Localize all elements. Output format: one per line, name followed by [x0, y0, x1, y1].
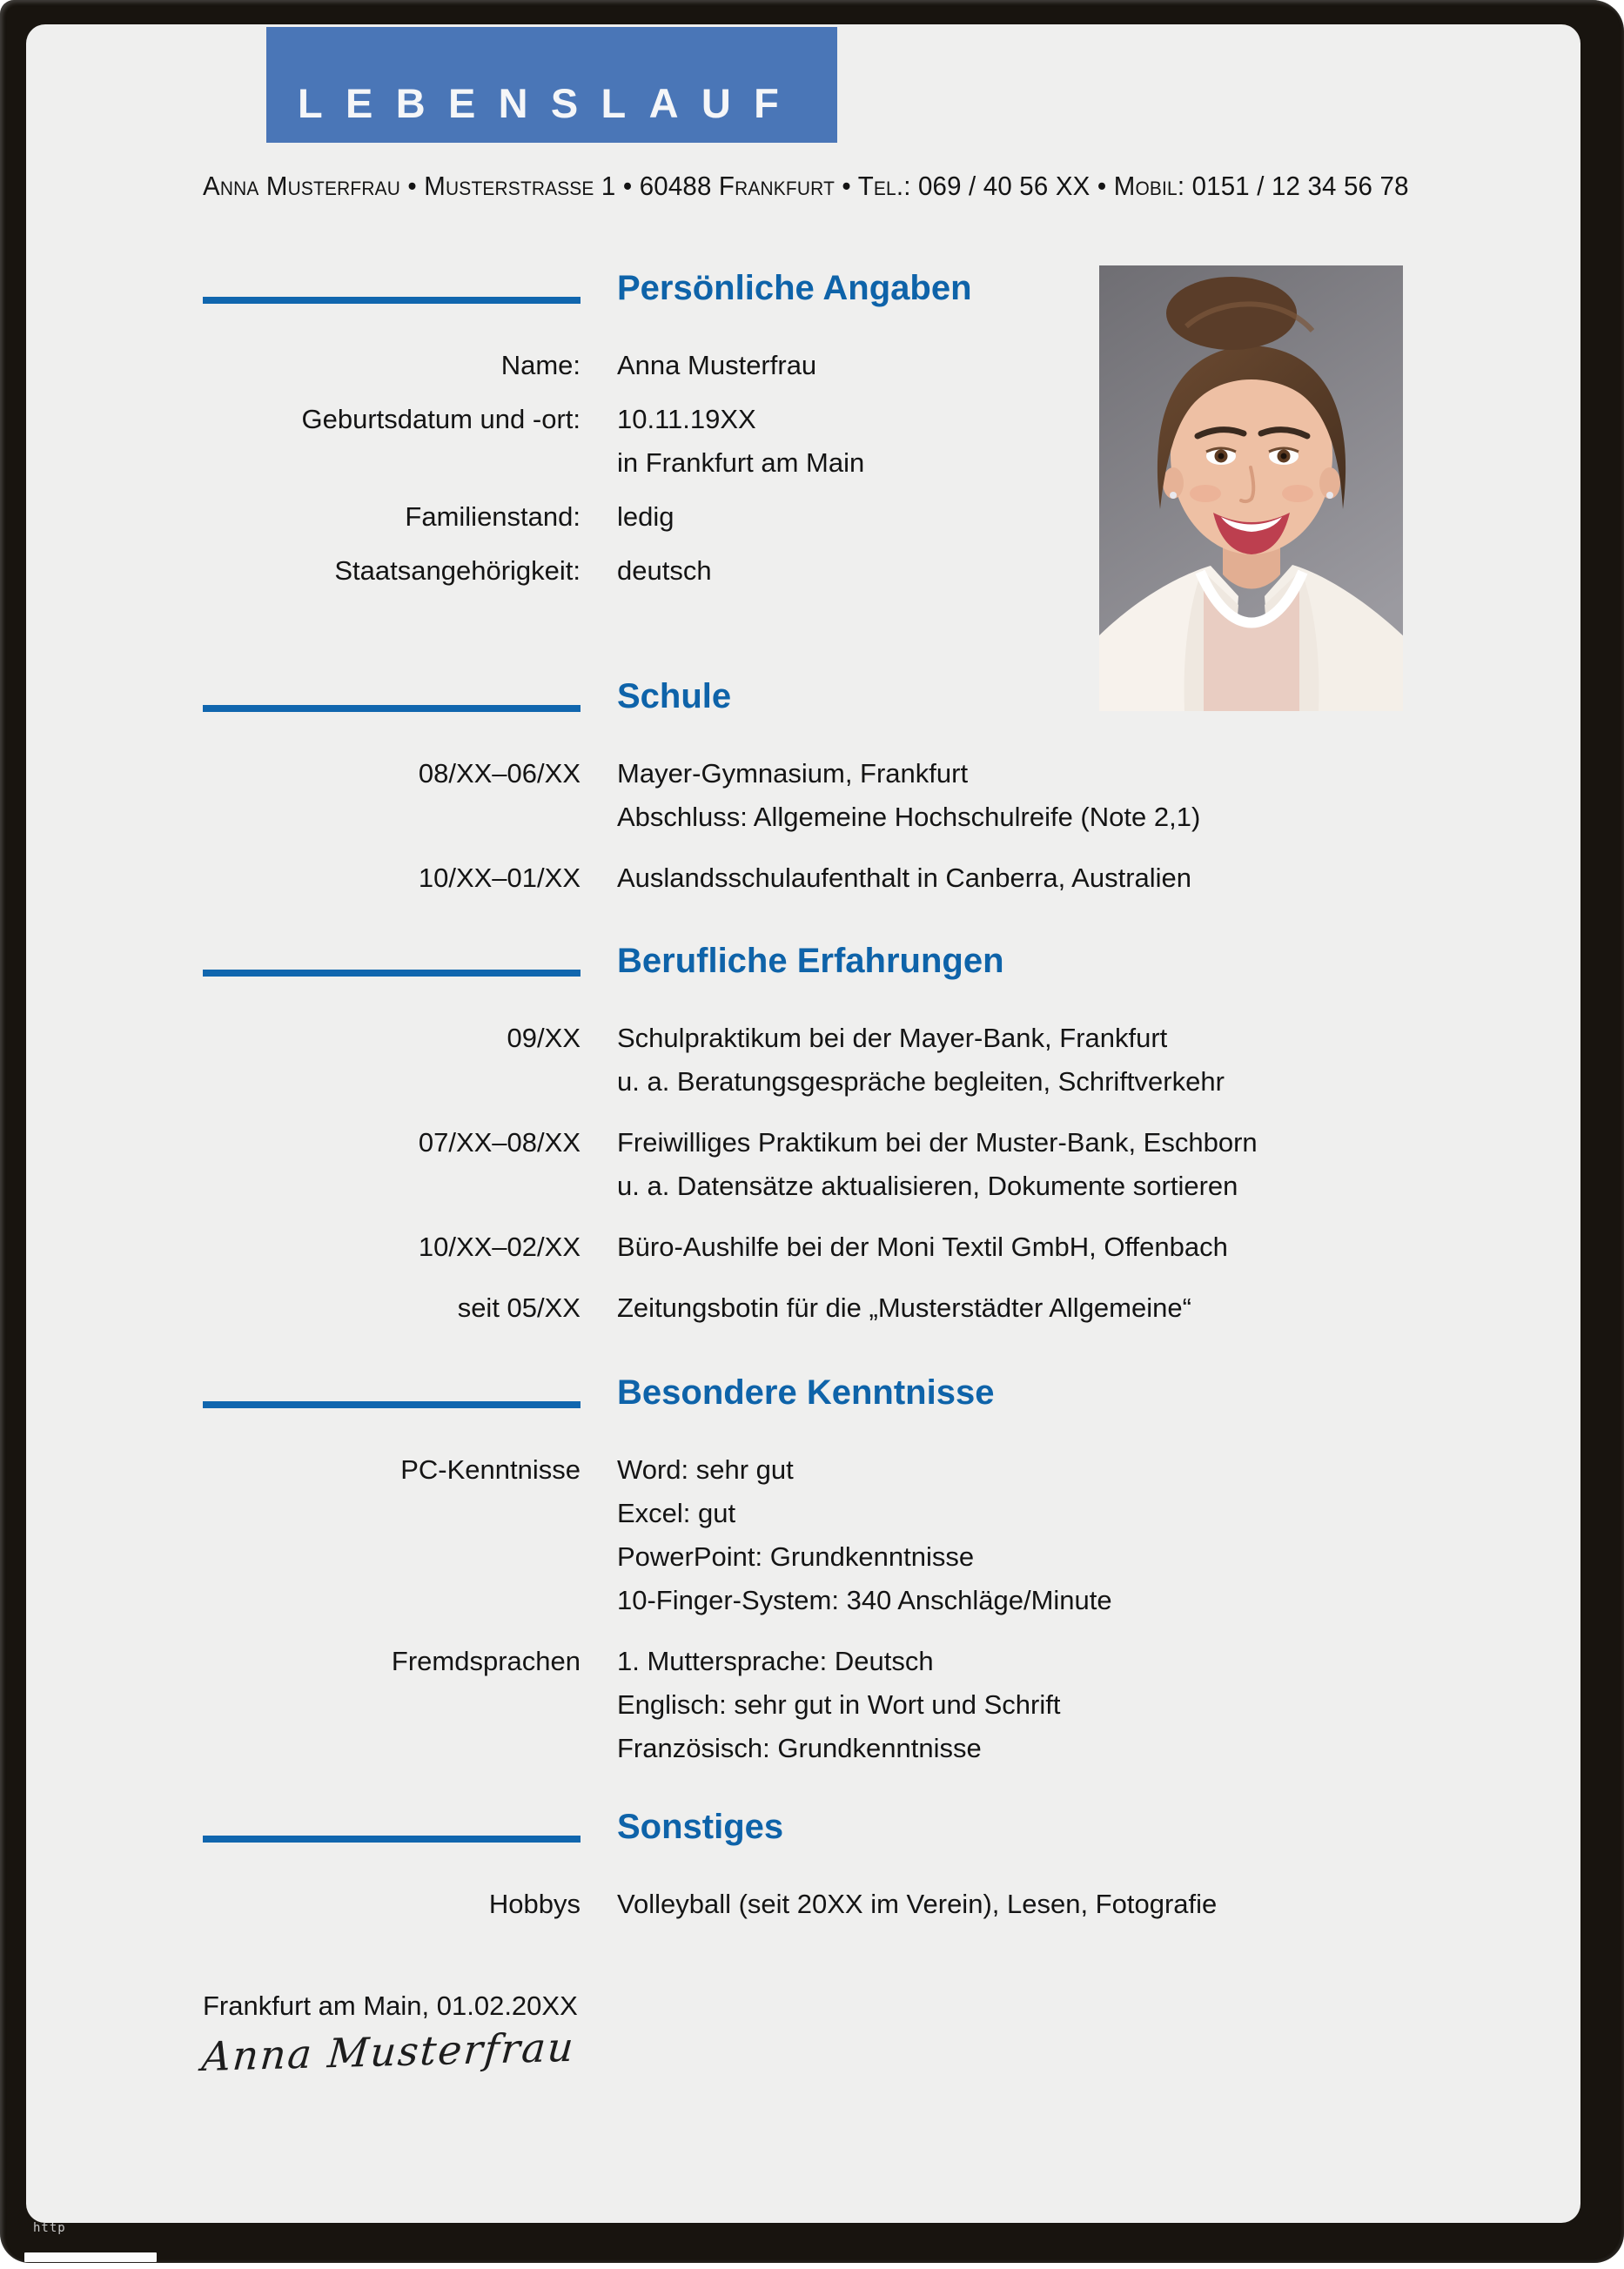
entry-line: Zeitungsbotin für die „Musterstädter Allgemeine“: [617, 1292, 1191, 1323]
entry-line: Französisch: Grundkenntnisse: [617, 1733, 982, 1763]
entry-label: PC-Kenntnisse: [400, 1454, 580, 1485]
entry-line: Volleyball (seit 20XX im Verein), Lesen, Fotografie: [617, 1889, 1218, 1919]
entry-line: PowerPoint: Grundkenntnisse: [617, 1541, 975, 1572]
entry-line: Englisch: sehr gut in Wort und Schrift: [617, 1689, 1061, 1720]
resume-section: [203, 1802, 1406, 1926]
section-rule: [203, 297, 580, 304]
entry-line: Anna Musterfrau: [617, 350, 817, 380]
section-entry: [203, 1883, 1406, 1926]
resume-section: [203, 1368, 1406, 1770]
section-entries: [203, 752, 1406, 900]
section-rule: [203, 1401, 580, 1408]
entry-line: Schulpraktikum bei der Mayer-Bank, Frankfurt: [617, 1023, 1168, 1053]
entry-value: [617, 344, 1406, 387]
section-rule: [203, 705, 580, 712]
entry-label: 10/XX–02/XX: [418, 1232, 580, 1262]
entry-line: 10-Finger-System: 340 Anschläge/Minute: [617, 1585, 1112, 1615]
entry-label: 09/XX: [507, 1023, 580, 1053]
entry-value: [617, 752, 1406, 839]
section-entry: [203, 344, 1406, 387]
entry-value: [617, 1448, 1406, 1622]
entry-line: deutsch: [617, 555, 712, 586]
resume-page: [26, 24, 1580, 2223]
entry-line: 1. Muttersprache: Deutsch: [617, 1646, 934, 1676]
section-heading: Besondere Kenntnisse: [617, 1373, 995, 1412]
page-title: LEBENSLAUF: [298, 80, 802, 126]
entry-value: [617, 1640, 1406, 1770]
section-entry: [203, 1017, 1406, 1104]
bottom-left-artifact: [24, 2252, 157, 2262]
entry-value: [617, 1883, 1406, 1926]
entry-label: Hobbys: [488, 1889, 580, 1919]
section-heading: Berufliche Erfahrungen: [617, 942, 1004, 980]
contact-line: Anna Musterfrau • Musterstraße 1 • 60488 Frankfurt • Tel.: 069 / 40 56 XX • Mobil: 0151 / 12 34 56 78: [203, 171, 1409, 201]
section-entry: [203, 398, 1406, 485]
signature: Anna Musterfrau: [200, 2023, 577, 2080]
section-entries: [203, 1448, 1406, 1770]
entry-line: Büro-Aushilfe bei der Moni Textil GmbH, Offenbach: [617, 1232, 1228, 1262]
resume-section: [203, 936, 1406, 1330]
section-entries: [203, 1883, 1406, 1926]
entry-line: u. a. Datensätze aktualisieren, Dokumente sortieren: [617, 1171, 1238, 1201]
section-entry: [203, 1640, 1406, 1770]
entry-line: Auslandsschulaufenthalt in Canberra, Australien: [617, 863, 1192, 893]
section-heading: Sonstiges: [617, 1808, 784, 1846]
entry-value: [617, 1121, 1406, 1208]
entry-line: Abschluss: Allgemeine Hochschulreife (Note 2,1): [617, 802, 1201, 832]
section-heading: Schule: [617, 677, 732, 715]
entry-value: [617, 856, 1406, 900]
entry-label: 10/XX–01/XX: [418, 863, 580, 893]
section-entry: [203, 1448, 1406, 1622]
section-entry: [203, 1225, 1406, 1269]
entry-label: Staatsangehörigkeit:: [334, 555, 580, 586]
entry-value: [617, 1286, 1406, 1330]
section-entries: [203, 344, 1406, 593]
section-rule: [203, 970, 580, 977]
resume-section: [203, 672, 1406, 900]
section-entry: [203, 856, 1406, 900]
entry-label: 07/XX–08/XX: [418, 1127, 580, 1158]
section-entry: [203, 495, 1406, 539]
resume-section: [203, 264, 1406, 593]
entry-label: seit 05/XX: [457, 1292, 580, 1323]
section-entries: [203, 1017, 1406, 1330]
entry-label: Familienstand:: [405, 501, 580, 532]
title-box: [266, 27, 837, 143]
entry-line: Mayer-Gymnasium, Frankfurt: [617, 758, 969, 789]
entry-line: Freiwilliges Praktikum bei der Muster-Bank, Eschborn: [617, 1127, 1258, 1158]
section-entry: [203, 1121, 1406, 1208]
entry-label: 08/XX–06/XX: [418, 758, 580, 789]
frame-watermark: http: [33, 2221, 66, 2235]
section-entry: [203, 1286, 1406, 1330]
entry-line: u. a. Beratungsgespräche begleiten, Schriftverkehr: [617, 1066, 1225, 1097]
entry-label: Name:: [500, 350, 580, 380]
entry-value: [617, 1225, 1406, 1269]
entry-line: 10.11.19XX: [617, 404, 756, 434]
section-entry: [203, 549, 1406, 593]
entry-line: Word: sehr gut: [617, 1454, 794, 1485]
entry-line: Excel: gut: [617, 1498, 736, 1528]
entry-value: [617, 549, 1406, 593]
section-rule: [203, 1836, 580, 1843]
entry-value: [617, 398, 1406, 485]
entry-label: Fremdsprachen: [391, 1646, 580, 1676]
section-heading: Persönliche Angaben: [617, 269, 972, 307]
entry-value: [617, 495, 1406, 539]
entry-value: [617, 1017, 1406, 1104]
entry-line: ledig: [617, 501, 674, 532]
place-date: Frankfurt am Main, 01.02.20XX: [203, 1990, 578, 2021]
entry-label: Geburtsdatum und -ort:: [301, 404, 580, 434]
entry-line: in Frankfurt am Main: [617, 447, 865, 478]
section-entry: [203, 752, 1406, 839]
